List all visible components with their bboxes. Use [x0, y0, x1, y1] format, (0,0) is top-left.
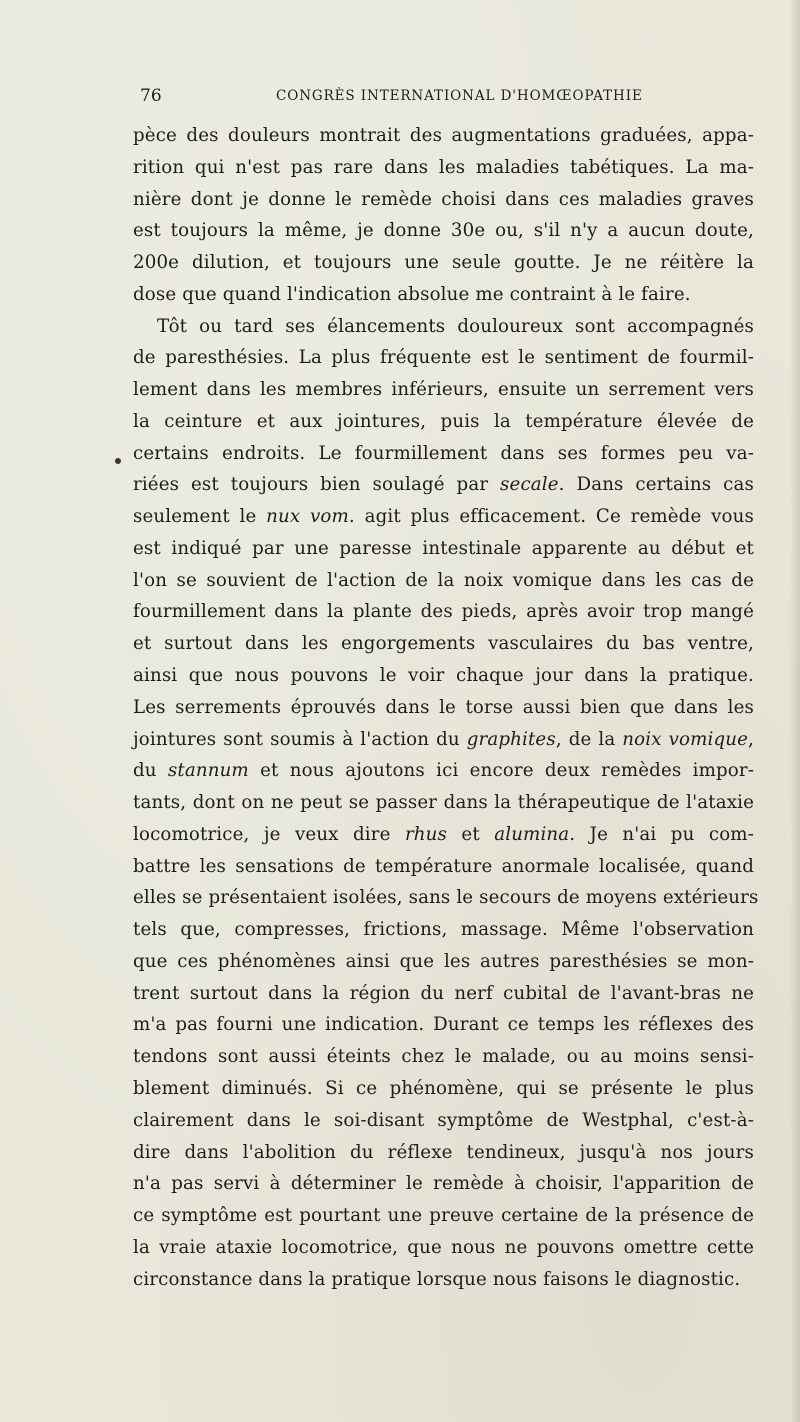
- text-line: n'a pas servi à déterminer le remède à choisir, l'apparition de: [133, 1173, 754, 1195]
- text-line: pèce des douleurs montrait des augmentations graduées, appa-: [133, 125, 754, 146]
- text-line: m'a pas fourni une indication. Durant ce temps les réflexes des: [133, 1014, 754, 1036]
- text-line: tels que, compresses, frictions, massage. Même l'observation: [133, 919, 754, 941]
- text-line: 200e dilution, et toujours une seule goutte. Je ne réitère la: [133, 252, 754, 274]
- text-line: que ces phénomènes ainsi que les autres paresthésies se mon-: [133, 950, 754, 972]
- text-line: tendons sont aussi éteints chez le malade, ou au moins sensi-: [133, 1046, 754, 1068]
- text-line: l'on se souvient de l'action de la noix vomique dans les cas de: [133, 569, 754, 591]
- text-line: locomotrice, je veux dire rhus et alumina. Je n'ai pu com-: [133, 823, 754, 845]
- text-line: ce symptôme est pourtant une preuve certaine de la présence de: [133, 1205, 754, 1227]
- text-line: du stannum et nous ajoutons ici encore deux remèdes impor-: [133, 760, 754, 782]
- text-line: et surtout dans les engorgements vasculaires du bas ventre,: [133, 633, 754, 655]
- text-line: Les serrements éprouvés dans le torse aussi bien que dans les: [133, 696, 754, 718]
- running-head: CONGRÈS INTERNATIONAL D'HOMŒOPATHIE: [276, 88, 643, 104]
- page-header: [140, 86, 760, 108]
- text-line: seulement le nux vom. agit plus efficacement. Ce remède vous: [133, 506, 754, 528]
- text-line: la vraie ataxie locomotrice, que nous ne pouvons omettre cette: [133, 1236, 754, 1258]
- text-line: de paresthésies. La plus fréquente est le sentiment de fourmil-: [133, 347, 754, 369]
- text-line: rition qui n'est pas rare dans les maladies tabétiques. La ma-: [133, 156, 754, 178]
- text-line: la ceinture et aux jointures, puis la température élevée de: [133, 410, 754, 432]
- text-line: certains endroits. Le fourmillement dans ses formes peu va-: [133, 442, 754, 464]
- page-edge-shadow: [790, 0, 800, 1422]
- text-line: trent surtout dans la région du nerf cubital de l'avant-bras ne: [133, 982, 754, 1004]
- text-line: fourmillement dans la plante des pieds, après avoir trop mangé: [133, 601, 754, 623]
- text-line: dire dans l'abolition du réflexe tendineux, jusqu'à nos jours: [133, 1141, 754, 1163]
- text-line: dose que quand l'indication absolue me contraint à le faire.: [133, 283, 691, 305]
- body-text: [133, 120, 759, 1295]
- text-line: circonstance dans la pratique lorsque nous faisons le diagnostic.: [133, 1268, 741, 1290]
- text-line: elles se présentaient isolées, sans le secours de moyens extérieurs: [133, 887, 759, 909]
- page-number: 76: [140, 86, 162, 106]
- text-line: ainsi que nous pouvons le voir chaque jour dans la pratique.: [133, 665, 754, 687]
- text-line: clairement dans le soi-disant symptôme de Westphal, c'est-à-: [133, 1109, 754, 1131]
- text-line: nière dont je donne le remède choisi dans ces maladies graves: [133, 188, 754, 210]
- text-line: riées est toujours bien soulagé par secale. Dans certains cas: [133, 474, 754, 496]
- ink-speck: [115, 458, 121, 464]
- text-line: lement dans les membres inférieurs, ensuite un serrement vers: [133, 379, 754, 401]
- text-line: blement diminués. Si ce phénomène, qui se présente le plus: [133, 1077, 754, 1099]
- text-line: jointures sont soumis à l'action du graphites, de la noix vomique,: [133, 728, 754, 750]
- text-line: battre les sensations de température anormale localisée, quand: [133, 855, 754, 877]
- text-line: est toujours la même, je donne 30e ou, s'il n'y a aucun doute,: [133, 220, 754, 242]
- text-line: tants, dont on ne peut se passer dans la thérapeutique de l'ataxie: [133, 792, 754, 814]
- text-line: est indiqué par une paresse intestinale apparente au début et: [133, 537, 754, 559]
- text-line: Tôt ou tard ses élancements douloureux sont accompagnés: [157, 315, 754, 337]
